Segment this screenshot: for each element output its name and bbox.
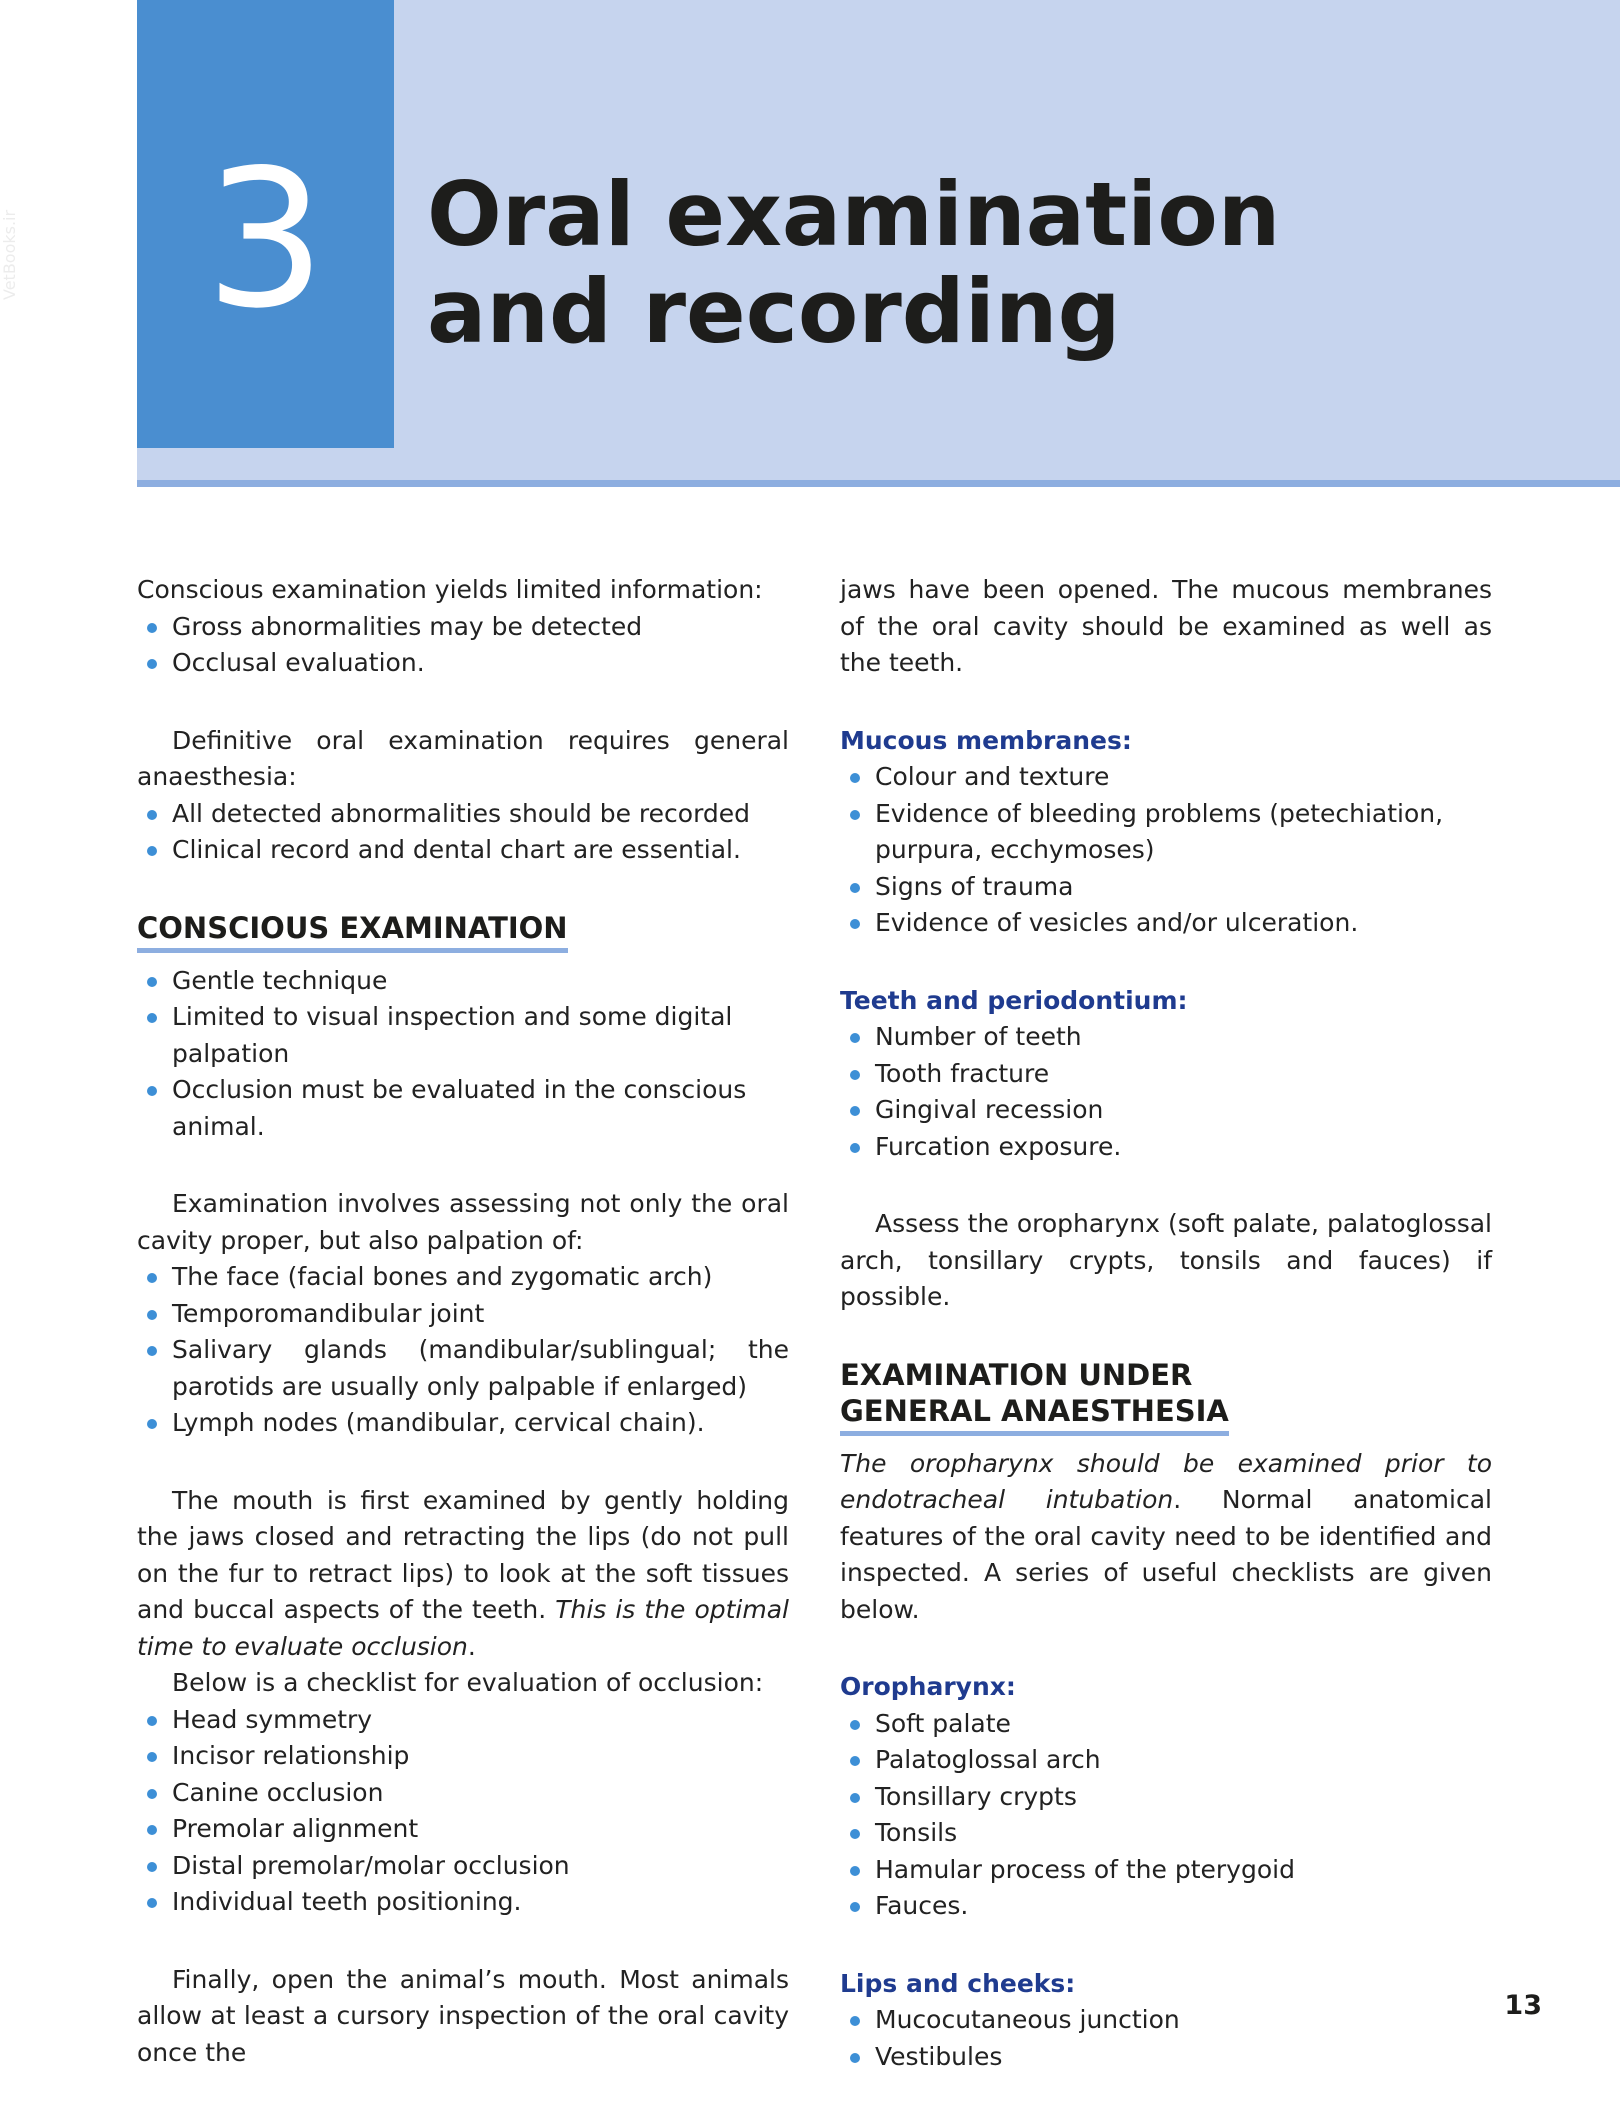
chapter-title	[427, 163, 1281, 363]
lips-cheeks-heading: Lips and cheeks:	[840, 1968, 1076, 1998]
chapter-title-line-2: and recording	[427, 260, 1121, 363]
list-item: Number of teeth	[840, 1019, 1492, 1056]
list-item: Occlusion must be evaluated in the conscious animal.	[137, 1072, 789, 1145]
chapter-number: 3	[205, 129, 326, 350]
list-item: Tooth fracture	[840, 1056, 1492, 1093]
list-item: Mucocutaneous junction	[840, 2002, 1492, 2039]
list-item: Clinical record and dental chart are essential.	[137, 832, 789, 869]
continued-paragraph: jaws have been opened. The mucous membranes of the oral cavity should be examined as well as the teeth.	[840, 575, 1492, 677]
intro-paragraph: Conscious examination yields limited information:	[137, 575, 763, 604]
list-item: Hamular process of the pterygoid	[840, 1852, 1492, 1889]
definitive-paragraph: Definitive oral examination requires general anaesthesia:	[137, 725, 789, 791]
teeth-list	[840, 1019, 1492, 1165]
ga-heading-line-1: EXAMINATION UNDER	[840, 1357, 1193, 1392]
list-item: Limited to visual inspection and some digital palpation	[137, 999, 789, 1072]
mucous-membranes-heading: Mucous membranes:	[840, 725, 1132, 755]
chapter-title-line-1: Oral examination	[427, 163, 1281, 266]
list-item: Signs of trauma	[840, 869, 1492, 906]
list-item: Occlusal evaluation.	[137, 645, 789, 682]
list-item: Soft palate	[840, 1706, 1492, 1743]
ga-heading-line-2: GENERAL ANAESTHESIA	[840, 1393, 1229, 1428]
oropharynx-list	[840, 1706, 1492, 1925]
list-item: Salivary glands (mandibular/sublingual; the parotids are usually only palpable if enlarged)	[137, 1332, 789, 1405]
mucous-list	[840, 759, 1492, 942]
oropharynx-heading: Oropharynx:	[840, 1672, 1016, 1701]
list-item: Evidence of bleeding problems (petechiation, purpura, ecchymoses)	[840, 796, 1492, 869]
mouth-text: The mouth is first examined by gently holding the jaws closed and retracting the lips (do not pull on the fur to retract lips) to look at the soft tissues and buccal aspects of the teeth.	[137, 1485, 789, 1624]
list-item: Distal premolar/molar occlusion	[137, 1848, 789, 1885]
list-item: Evidence of vesicles and/or ulceration.	[840, 905, 1492, 942]
mouth-italic: This is the optimal time to evaluate occlusion	[137, 1595, 789, 1661]
right-column	[840, 572, 1492, 2075]
mouth-paragraph	[137, 1483, 789, 1666]
list-item: Individual teeth positioning.	[137, 1884, 789, 1921]
oropharynx-paragraph: Assess the oropharynx (soft palate, palatoglossal arch, tonsillary crypts, tonsils and fauces) if possible.	[840, 1209, 1492, 1311]
left-column	[137, 572, 789, 2071]
list-item: Canine occlusion	[137, 1775, 789, 1812]
list-item: Fauces.	[840, 1888, 1492, 1925]
list-item: All detected abnormalities should be recorded	[137, 796, 789, 833]
lips-list	[840, 2002, 1492, 2075]
ga-paragraph	[840, 1446, 1492, 1629]
ga-text: . Normal anatomical features of the oral cavity need to be identified and inspected. A series of useful checklists are given below.	[840, 1485, 1492, 1624]
palpation-list	[137, 1259, 789, 1442]
list-item: Incisor relationship	[137, 1738, 789, 1775]
list-item: Temporomandibular joint	[137, 1296, 789, 1333]
watermark: VetBooks.ir	[0, 209, 19, 300]
occlusion-checklist	[137, 1702, 789, 1921]
header-rule	[137, 480, 1620, 487]
checklist-intro: Below is a checklist for evaluation of occlusion:	[172, 1668, 764, 1697]
palpation-paragraph: Examination involves assessing not only the oral cavity proper, but also palpation of:	[137, 1189, 789, 1255]
list-item: Gross abnormalities may be detected	[137, 609, 789, 646]
list-item: Gingival recession	[840, 1092, 1492, 1129]
list-item: Palatoglossal arch	[840, 1742, 1492, 1779]
list-item: Tonsillary crypts	[840, 1779, 1492, 1816]
mouth-end: .	[467, 1631, 476, 1661]
list-item: Furcation exposure.	[840, 1129, 1492, 1166]
list-item: Colour and texture	[840, 759, 1492, 796]
list-item: Gentle technique	[137, 963, 789, 1000]
list-item: Vestibules	[840, 2039, 1492, 2076]
page-number: 13	[1504, 1990, 1542, 2021]
conscious-list	[137, 963, 789, 1146]
conscious-examination-heading: CONSCIOUS EXAMINATION	[137, 910, 568, 953]
ga-italic: The oropharynx should be examined prior to endotracheal intubation	[840, 1448, 1492, 1514]
list-item: Premolar alignment	[137, 1811, 789, 1848]
list-item: The face (facial bones and zygomatic arch)	[137, 1259, 789, 1296]
list-item: Tonsils	[840, 1815, 1492, 1852]
finally-paragraph: Finally, open the animal’s mouth. Most animals allow at least a cursory inspection of the oral cavity once the	[137, 1964, 789, 2067]
list-item: Head symmetry	[137, 1702, 789, 1739]
definitive-list	[137, 796, 789, 869]
intro-list	[137, 609, 789, 682]
teeth-periodontium-heading: Teeth and periodontium:	[840, 985, 1188, 1015]
general-anaesthesia-heading	[840, 1357, 1229, 1436]
list-item: Lymph nodes (mandibular, cervical chain).	[137, 1405, 789, 1442]
